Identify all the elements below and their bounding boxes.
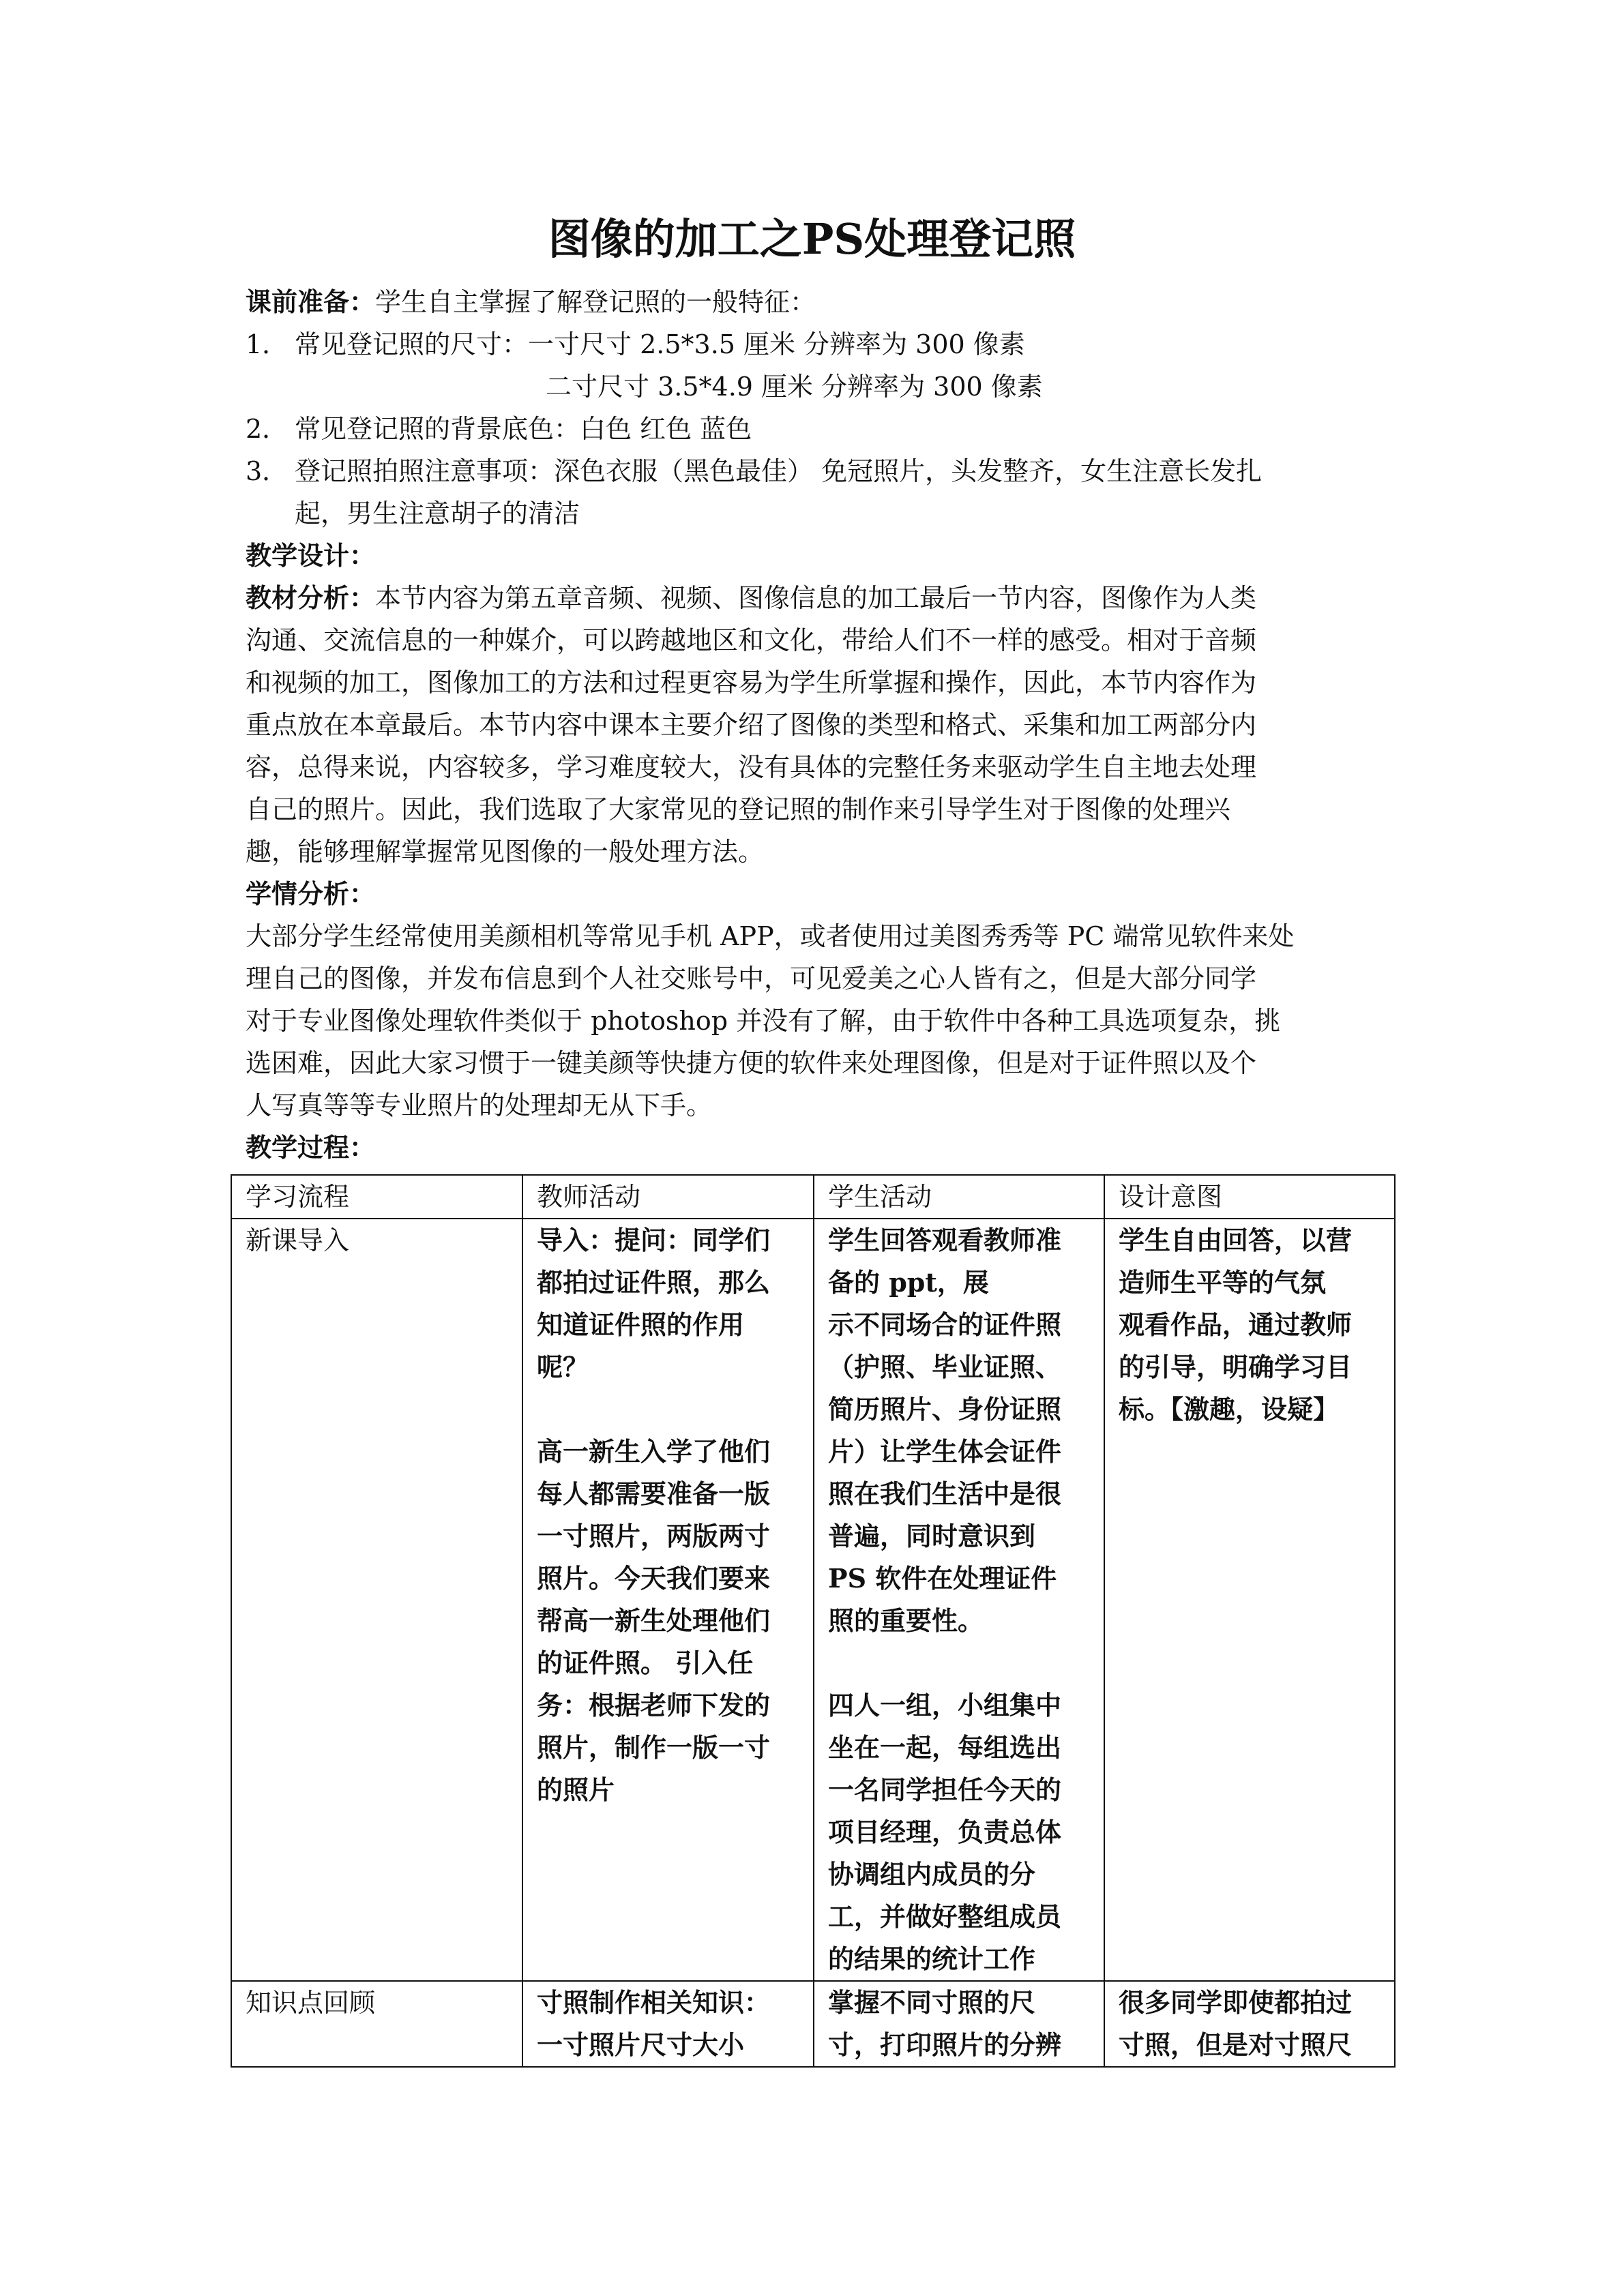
document-body [246, 281, 1391, 1169]
teaching-process-table [231, 1174, 1396, 2068]
item-text: 常见登记照的尺寸：一寸尺寸 2.5*3.5 厘米 分辨率为 300 像素 [295, 329, 1025, 359]
material-line: 趣，能够理解掌握常见图像的一般处理方法。 [246, 837, 765, 867]
prep-item-3 [246, 450, 1391, 492]
prep-intro [246, 281, 1391, 323]
cell-line: 简历照片、身份证照 [828, 1394, 1062, 1425]
table-row [231, 1981, 1395, 2067]
material-line: 容，总得来说，内容较多，学习难度较大，没有具体的完整任务来驱动学生自主地去处理 [246, 752, 1257, 782]
cell-line: 照片。今天我们要来 [537, 1563, 771, 1594]
prep-text: 学生自主掌握了解登记照的一般特征： [375, 287, 816, 317]
cell-line: 协调组内成员的分 [828, 1859, 1036, 1890]
column-header: 学生活动 [814, 1175, 1104, 1219]
material-line: 和视频的加工，图像加工的方法和过程更容易为学生所掌握和操作，因此，本节内容作为 [246, 668, 1257, 698]
cell-line: 高一新生入学了他们 [537, 1436, 771, 1467]
table-row [231, 1219, 1395, 1981]
cell-line: 一寸照片，两版两寸 [537, 1521, 771, 1551]
item-text: 常见登记照的背景底色：白色 红色 蓝色 [295, 414, 752, 444]
cell-line: 掌握不同寸照的尺 [828, 1987, 1036, 2018]
intent-cell [1104, 1981, 1395, 2067]
cell-line: 示不同场合的证件照 [828, 1309, 1062, 1340]
cell-line: 每人都需要准备一版 [537, 1478, 771, 1509]
page-title: 图像的加工之PS处理登记照 [548, 214, 1076, 264]
cell-line: 观看作品，通过教师 [1119, 1309, 1353, 1340]
teacher-cell [522, 1981, 814, 2067]
material-line: 重点放在本章最后。本节内容中课本主要介绍了图像的类型和格式、采集和加工两部分内 [246, 710, 1257, 740]
cell-line [828, 1642, 1090, 1684]
cell-line: 的结果的统计工作 [828, 1943, 1036, 1974]
cell-line: 寸照，但是对寸照尺 [1119, 2029, 1353, 2060]
cell-line: （护照、毕业证照、 [828, 1352, 1062, 1382]
cell-line [537, 1388, 799, 1431]
item-text: 起，男生注意胡子的清洁 [295, 498, 580, 528]
cell-line: 造师生平等的气氛 [1119, 1267, 1327, 1298]
cell-line: 照片，制作一版一寸 [537, 1732, 771, 1763]
teacher-cell [522, 1219, 814, 1981]
prep-label: 课前准备： [246, 286, 376, 317]
cell-line: 照的重要性。 [828, 1605, 984, 1636]
cell-line: 寸，打印照片的分辨 [828, 2029, 1062, 2060]
item-number: 3． [246, 456, 289, 486]
learner-heading: 学情分析： [246, 878, 376, 909]
cell-line: 导入：提问：同学们 [537, 1225, 771, 1255]
learner-line: 人写真等等专业照片的处理却无从下手。 [246, 1090, 713, 1120]
material-line: 沟通、交流信息的一种媒介，可以跨越地区和文化，带给人们不一样的感受。相对于音频 [246, 625, 1257, 655]
design-heading: 教学设计： [246, 540, 376, 571]
column-header: 学习流程 [231, 1175, 522, 1219]
item-text: 登记照拍照注意事项：深色衣服（黑色最佳） 免冠照片，头发整齐，女生注意长发扎 [295, 456, 1263, 486]
item-text: 二寸尺寸 3.5*4.9 厘米 分辨率为 300 像素 [546, 372, 1043, 402]
prep-item-2 [246, 408, 1391, 450]
cell-line: 一寸照片尺寸大小 [537, 2029, 745, 2060]
column-header: 教师活动 [522, 1175, 814, 1219]
cell-line: 寸照制作相关知识： [537, 1987, 771, 2018]
cell-line: 坐在一起，每组选出 [828, 1732, 1062, 1763]
prep-item-1-cont [246, 366, 1391, 408]
cell-line: 学生自由回答，以营 [1119, 1225, 1353, 1255]
material-analysis [246, 577, 1391, 873]
cell-line: 片）让学生体会证件 [828, 1436, 1062, 1467]
cell-line: 帮高一新生处理他们 [537, 1605, 771, 1636]
cell-line: 的照片 [537, 1774, 615, 1805]
column-header: 设计意图 [1104, 1175, 1395, 1219]
cell-line: 知道证件照的作用 [537, 1309, 745, 1340]
process-heading: 教学过程： [246, 1132, 376, 1163]
cell-line: 普遍，同时意识到 [828, 1521, 1036, 1551]
prep-item-3-cont [246, 492, 1391, 535]
learner-line: 大部分学生经常使用美颜相机等常见手机 APP，或者使用过美图秀秀等 PC 端常见软件来处 [246, 921, 1295, 951]
table-header-row [231, 1175, 1395, 1219]
material-label: 教材分析： [246, 582, 376, 613]
cell-line: 都拍过证件照，那么 [537, 1267, 771, 1298]
student-cell [814, 1219, 1104, 1981]
prep-item-1 [246, 323, 1391, 366]
cell-line: 四人一组，小组集中 [828, 1690, 1062, 1720]
stage-cell: 知识点回顾 [231, 1981, 522, 2067]
student-cell [814, 1981, 1104, 2067]
cell-line: 的证件照。 引入任 [537, 1648, 754, 1678]
material-line: 自己的照片。因此，我们选取了大家常见的登记照的制作来引导学生对于图像的处理兴 [246, 794, 1231, 824]
cell-line: PS 软件在处理证件 [828, 1563, 1057, 1594]
cell-line: 备的 ppt，展 [828, 1267, 989, 1298]
cell-line: 项目经理，负责总体 [828, 1817, 1062, 1847]
item-number: 2． [246, 414, 289, 444]
item-number: 1． [246, 329, 289, 359]
cell-line: 的引导，明确学习目 [1119, 1352, 1353, 1382]
learner-analysis [246, 915, 1391, 1127]
cell-line: 务：根据老师下发的 [537, 1690, 771, 1720]
cell-line: 一名同学担任今天的 [828, 1774, 1062, 1805]
stage-cell: 新课导入 [231, 1219, 522, 1981]
cell-line: 标。【激趣，设疑】 [1119, 1394, 1340, 1425]
cell-line: 呢？ [537, 1352, 589, 1382]
learner-line: 选困难，因此大家习惯于一键美颜等快捷方便的软件来处理图像，但是对于证件照以及个 [246, 1048, 1257, 1078]
learner-line: 对于专业图像处理软件类似于 photoshop 并没有了解，由于软件中各种工具选项复杂，挑 [246, 1006, 1281, 1036]
cell-line: 学生回答观看教师准 [828, 1225, 1062, 1255]
cell-line: 很多同学即使都拍过 [1119, 1987, 1353, 2018]
learner-line: 理自己的图像，并发布信息到个人社交账号中，可见爱美之心人皆有之，但是大部分同学 [246, 964, 1257, 994]
cell-line: 工，并做好整组成员 [828, 1901, 1062, 1932]
cell-line: 照在我们生活中是很 [828, 1478, 1062, 1509]
material-line: 本节内容为第五章音频、视频、图像信息的加工最后一节内容，图像作为人类 [375, 583, 1257, 613]
intent-cell [1104, 1219, 1395, 1981]
